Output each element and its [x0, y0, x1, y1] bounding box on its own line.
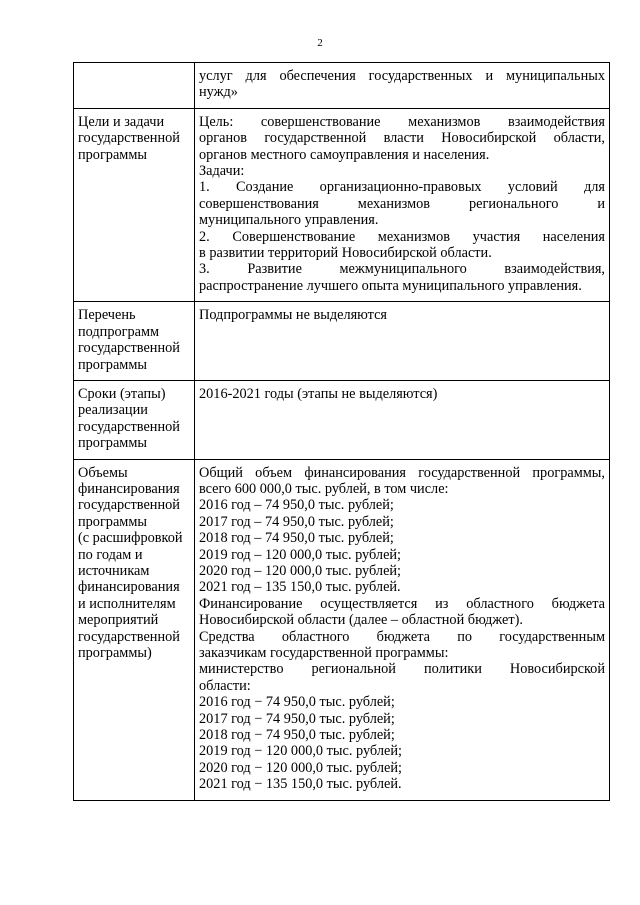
row-content-cell	[195, 63, 610, 109]
row-content-line: органов местного самоуправления и населения.	[199, 146, 490, 163]
row-content-line: 2016-2021 годы (этапы не выделяются)	[199, 385, 438, 402]
row-label-line: программы	[78, 356, 148, 373]
row-content-line: услуг для обеспечения государственных и муниципальных	[199, 68, 605, 84]
row-content-line: органов государственной власти Новосибирской области,	[199, 130, 605, 147]
row-content-line: Средства областного бюджета по государственным	[199, 628, 605, 645]
row-content-line: всего 600 000,0 тыс. рублей, в том числе:	[199, 480, 449, 497]
row-content-line: 2018 год – 74 950,0 тыс. рублей;	[199, 530, 394, 547]
row-label-line: программы	[78, 435, 148, 452]
row-content-line: муниципального управления.	[199, 212, 379, 229]
row-content-line: 2020 год – 120 000,0 тыс. рублей;	[199, 562, 402, 579]
row-content-line: 2021 год − 135 150,0 тыс. рублей.	[199, 776, 402, 793]
row-content-line: нужд»	[199, 84, 238, 101]
row-content-line: Подпрограммы не выделяются	[199, 307, 388, 324]
row-label-cell	[74, 459, 195, 800]
row-content-line: Новосибирской области (далее – областной бюджет).	[199, 612, 523, 629]
row-content-cell	[195, 459, 610, 800]
row-content-line: области:	[199, 677, 251, 694]
table-body	[74, 63, 610, 801]
row-content-line: 2016 год – 74 950,0 тыс. рублей;	[199, 497, 394, 514]
table-row	[74, 63, 610, 109]
row-label-line: мероприятий	[78, 612, 159, 629]
row-content-line: 1. Создание организационно-правовых условий для	[199, 179, 605, 196]
program-passport-table	[73, 62, 610, 801]
row-content-cell	[195, 380, 610, 459]
row-label-line: подпрограмм	[78, 323, 160, 340]
row-content-line: Общий объем финансирования государственной программы,	[199, 464, 605, 481]
table-row	[74, 459, 610, 800]
row-label-line: программы	[78, 513, 148, 530]
row-label-line: финансирования	[78, 480, 180, 497]
row-content-line: совершенствования механизмов регионального и	[199, 195, 605, 212]
row-content-line: 3. Развитие межмуниципального взаимодействия,	[199, 261, 605, 278]
row-label-line: по годам и	[78, 546, 143, 563]
row-content-line: 2020 год − 120 000,0 тыс. рублей;	[199, 759, 402, 776]
table-row	[74, 380, 610, 459]
row-label-line: программы)	[78, 645, 152, 661]
row-label-cell	[74, 63, 195, 109]
row-label-line: государственной	[78, 497, 180, 514]
row-content-line: 2017 год – 74 950,0 тыс. рублей;	[199, 513, 394, 530]
row-content-line: Задачи:	[199, 163, 245, 180]
row-label-line: программы	[78, 146, 148, 163]
row-content-line: 2016 год − 74 950,0 тыс. рублей;	[199, 694, 395, 711]
row-content-line: 2019 год − 120 000,0 тыс. рублей;	[199, 743, 402, 760]
table-row	[74, 302, 610, 381]
row-label-line: и исполнителям	[78, 595, 176, 612]
row-content-line: в развитии территорий Новосибирской области.	[199, 245, 492, 262]
row-content-line: 2018 год − 74 950,0 тыс. рублей;	[199, 727, 395, 744]
row-label-line: Перечень	[78, 307, 136, 324]
row-label-line: источникам	[78, 562, 150, 579]
row-content-line: заказчикам государственной программы:	[199, 645, 449, 661]
row-content-line: распространение лучшего опыта муниципального управления.	[199, 277, 582, 294]
row-label-line: государственной	[78, 628, 180, 645]
row-content-cell	[195, 108, 610, 301]
page-number: 2	[317, 37, 323, 49]
row-content-line: 2019 год – 120 000,0 тыс. рублей;	[199, 546, 402, 563]
row-label-line: государственной	[78, 418, 180, 435]
row-label-line: (с расшифровкой	[78, 530, 183, 547]
row-label-line: Цели и задачи	[78, 113, 165, 130]
row-label-line: государственной	[78, 340, 180, 357]
row-content-cell	[195, 302, 610, 381]
row-content-line: министерство региональной политики Новосибирской	[199, 661, 605, 678]
row-label-cell	[74, 108, 195, 301]
row-label-line: государственной	[78, 130, 180, 147]
row-label-line: Сроки (этапы)	[78, 385, 166, 402]
row-content-line: Цель: совершенствование механизмов взаимодействия	[199, 113, 605, 130]
row-label-line: Объемы	[78, 464, 128, 481]
row-label-cell	[74, 380, 195, 459]
row-label-line: финансирования	[78, 579, 180, 596]
row-content-line: 2021 год – 135 150,0 тыс. рублей.	[199, 579, 401, 596]
row-content-line: 2017 год − 74 950,0 тыс. рублей;	[199, 710, 395, 727]
table-row	[74, 108, 610, 301]
row-label-cell	[74, 302, 195, 381]
row-content-line: 2. Совершенствование механизмов участия населения	[199, 228, 605, 245]
row-content-line: Финансирование осуществляется из областного бюджета	[199, 595, 605, 612]
row-label-line: реализации	[78, 402, 148, 419]
